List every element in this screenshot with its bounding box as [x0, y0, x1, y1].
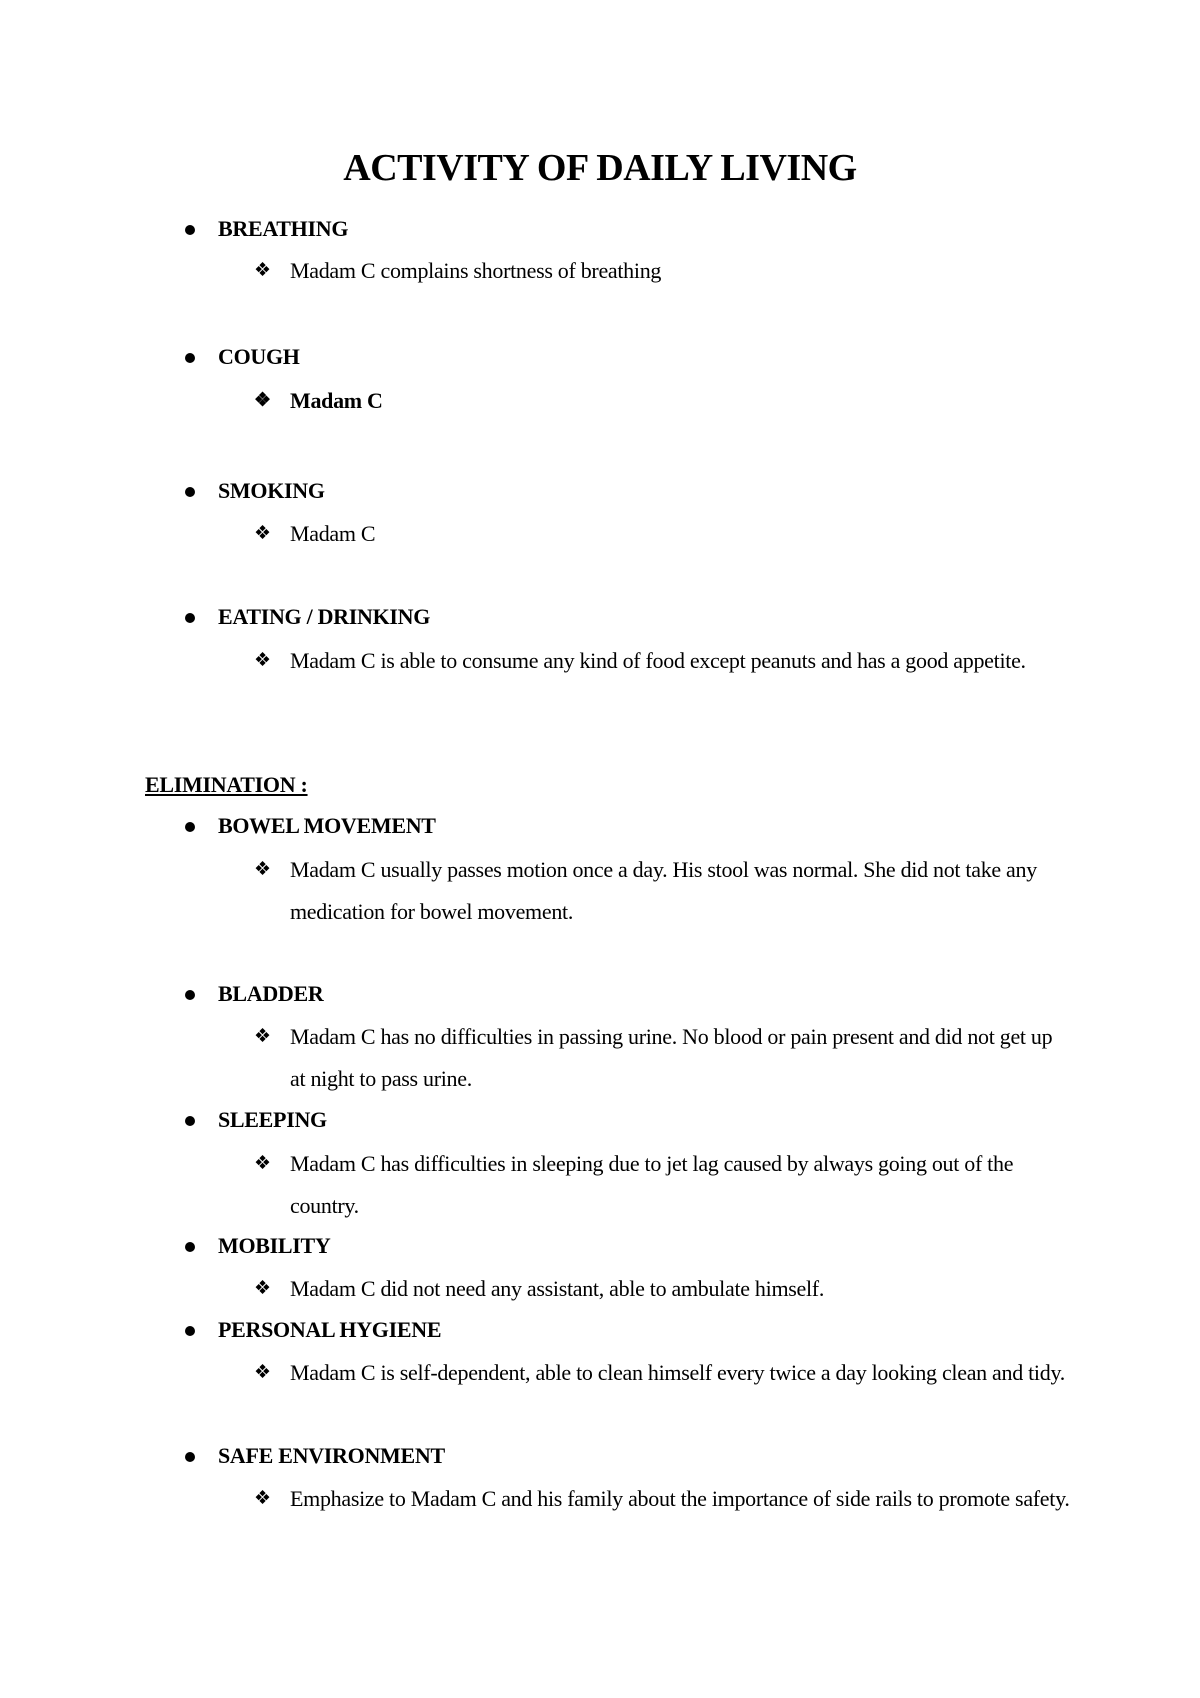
heading-label: EATING / DRINKING [218, 604, 431, 629]
list-item-personal-hygiene [254, 1352, 1070, 1394]
heading-cough [218, 344, 300, 370]
heading-label: SLEEPING [218, 1107, 327, 1132]
heading-eating-drinking [218, 604, 430, 630]
heading-mobility [218, 1233, 331, 1259]
bullet-icon [185, 353, 195, 363]
heading-label: BOWEL MOVEMENT [218, 813, 436, 838]
list-item-sleeping [254, 1143, 1070, 1227]
bullet-icon [185, 1326, 195, 1336]
heading-safe-environment [218, 1443, 445, 1469]
heading-label: SMOKING [218, 478, 325, 503]
diamond-bullet-icon: ❖ [254, 1278, 271, 1299]
item-text: Madam C did not need any assistant, able to ambulate himself. [290, 1276, 825, 1301]
heading-label: SAFE ENVIRONMENT [218, 1443, 445, 1468]
section-heading-elimination: ELIMINATION : [145, 772, 308, 797]
list-item-safe-environment [254, 1478, 1070, 1520]
list-item-bladder [254, 1016, 1070, 1100]
item-text: Madam C complains shortness of breathing [290, 258, 662, 283]
item-text: Emphasize to Madam C and his family about the importance of side rails to promote safety. [290, 1486, 1070, 1511]
bullet-icon [185, 822, 195, 832]
diamond-bullet-icon: ❖ [254, 1362, 271, 1383]
heading-personal-hygiene [218, 1317, 441, 1343]
diamond-bullet-icon: ❖ [254, 859, 271, 880]
diamond-bullet-icon: ❖ [254, 390, 271, 411]
heading-label: BLADDER [218, 981, 324, 1006]
diamond-bullet-icon: ❖ [254, 1488, 271, 1509]
heading-bowel-movement [218, 813, 436, 839]
item-text: Madam C [290, 521, 376, 546]
heading-bladder [218, 981, 323, 1007]
list-item-eating-drinking [254, 640, 1070, 682]
item-text: Madam C is able to consume any kind of food except peanuts and has a good appetite. [290, 648, 1026, 673]
heading-smoking [218, 478, 325, 504]
diamond-bullet-icon: ❖ [254, 1153, 271, 1174]
list-item-breathing [254, 250, 1070, 292]
bullet-icon [185, 1242, 195, 1252]
heading-label: BREATHING [218, 216, 349, 241]
heading-label: MOBILITY [218, 1233, 331, 1258]
item-text: Madam C has difficulties in sleeping due to jet lag caused by always going out of the country. [290, 1151, 1014, 1218]
heading-label: PERSONAL HYGIENE [218, 1317, 442, 1342]
item-text: Madam C is self-dependent, able to clean himself every twice a day looking clean and tidy. [290, 1360, 1065, 1385]
item-text: Madam C [290, 388, 383, 413]
diamond-bullet-icon: ❖ [254, 260, 271, 281]
list-item-mobility [254, 1268, 1070, 1310]
diamond-bullet-icon: ❖ [254, 1026, 271, 1047]
item-text: Madam C has no difficulties in passing urine. No blood or pain present and did not get up at night to pass urine. [290, 1024, 1053, 1091]
heading-label: COUGH [218, 344, 300, 369]
diamond-bullet-icon: ❖ [254, 523, 271, 544]
heading-sleeping [218, 1107, 327, 1133]
list-item-bowel-movement [254, 849, 1070, 933]
bullet-icon [185, 1116, 195, 1126]
diamond-bullet-icon: ❖ [254, 650, 271, 671]
bullet-icon [185, 990, 195, 1000]
bullet-icon [185, 487, 195, 497]
item-text: Madam C usually passes motion once a day. His stool was normal. She did not take any medication for bowel movement. [290, 857, 1037, 924]
bullet-icon [185, 225, 195, 235]
page-title: ACTIVITY OF DAILY LIVING [343, 147, 857, 189]
bullet-icon [185, 1452, 195, 1462]
bullet-icon [185, 613, 195, 623]
heading-breathing [218, 216, 348, 242]
list-item-cough [254, 380, 1070, 422]
list-item-smoking [254, 513, 1070, 555]
